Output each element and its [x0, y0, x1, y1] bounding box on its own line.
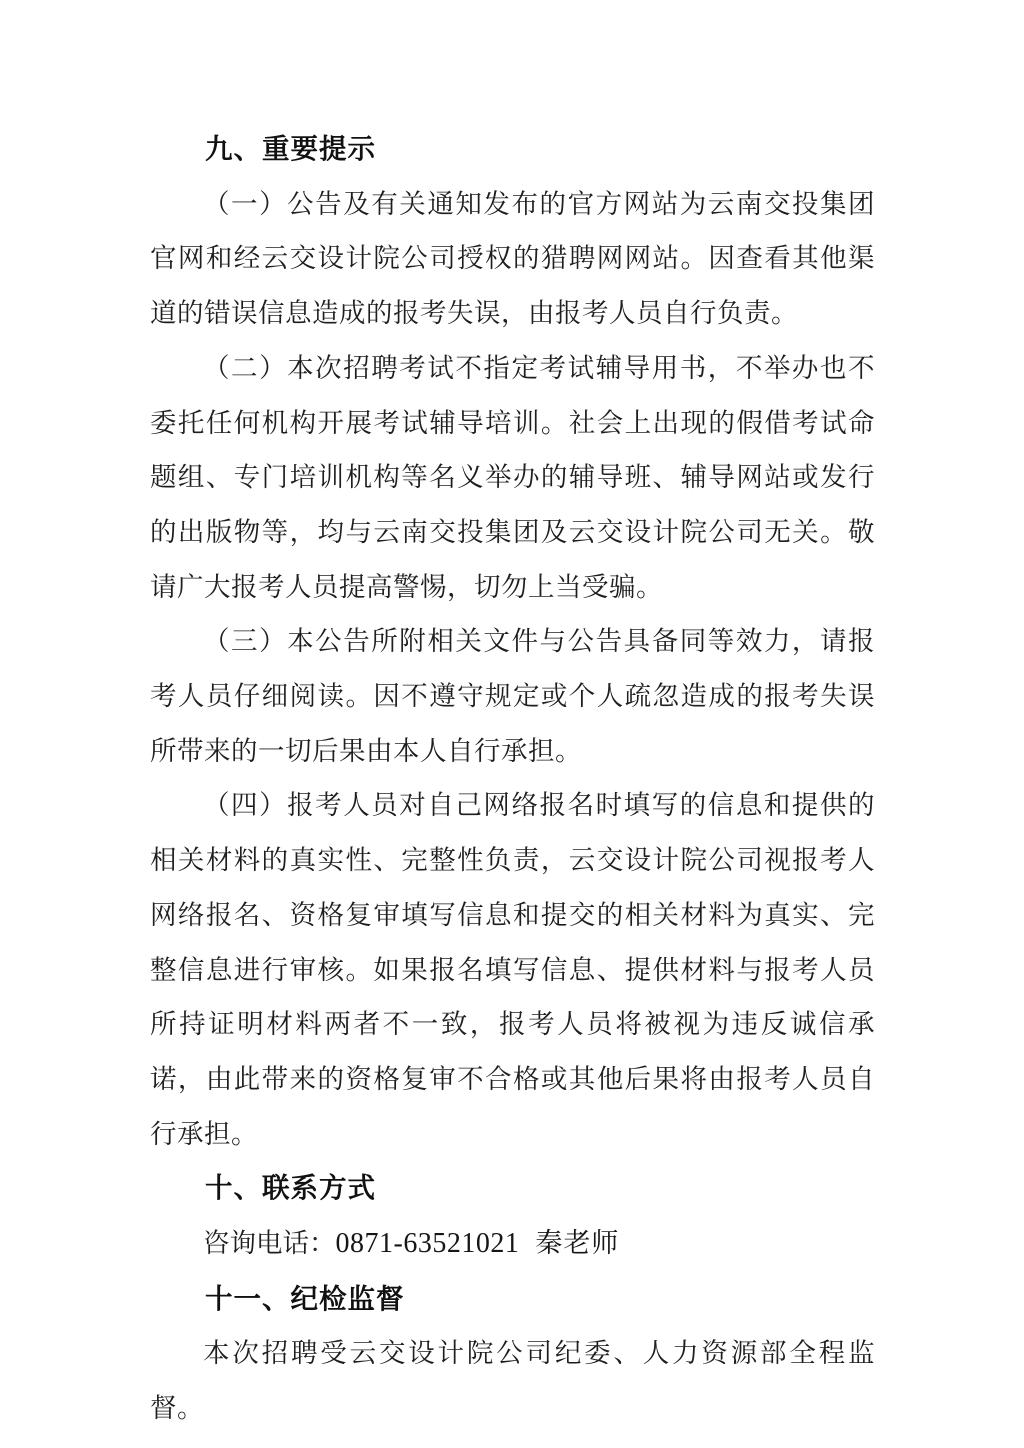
paragraph-no-exam-tutoring: （二）本次招聘考试不指定考试辅导用书，不举办也不委托任何机构开展考试辅导培训。社会上出现的假借考试命题组、专门培训机构等名义举办的辅导班、辅导网站或发行的出版物等，均与云南交投集团及云交设计院公司无关。敬请广大报考人员提高警惕，切勿上当受骗。	[150, 352, 875, 602]
section-heading-discipline-supervision: 十一、纪检监督	[205, 1282, 405, 1314]
paragraph-attached-documents: （三）本公告所附相关文件与公告具备同等效力，请报考人员仔细阅读。因不遵守规定或个人疏忽造成的报考失误所带来的一切后果由本人自行承担。	[150, 626, 875, 766]
paragraph-supervision: 本次招聘受云交设计院公司纪委、人力资源部全程监督。	[150, 1338, 875, 1424]
contact-label: 咨询电话：	[203, 1228, 336, 1259]
document-content	[150, 122, 875, 1436]
contact-line	[150, 1216, 875, 1272]
contact-person-name: 秦老师	[535, 1228, 620, 1259]
paragraph-official-website: （一）公告及有关通知发布的官方网站为云南交投集团官网和经云交设计院公司授权的猎聘网网站。因查看其他渠道的错误信息造成的报考失误，由报考人员自行负责。	[150, 188, 875, 329]
section-heading-important-notes: 九、重要提示	[205, 133, 376, 164]
paragraph-information-authenticity: （四）报考人员对自己网络报名时填写的信息和提供的相关材料的真实性、完整性负责，云交设计院公司视报考人网络报名、资格复审填写信息和提交的相关材料为真实、完整信息进行审核。如果报名填写信息、提供材料与报考人员所持证明材料两者不一致，报考人员将被视为违反诚信承诺，由此带来的资格复审不合格或其他后果将由报考人员自行承担。	[150, 790, 875, 1149]
contact-phone-number: 0871-63521021	[335, 1228, 520, 1260]
section-heading-contact: 十、联系方式	[205, 1172, 376, 1204]
